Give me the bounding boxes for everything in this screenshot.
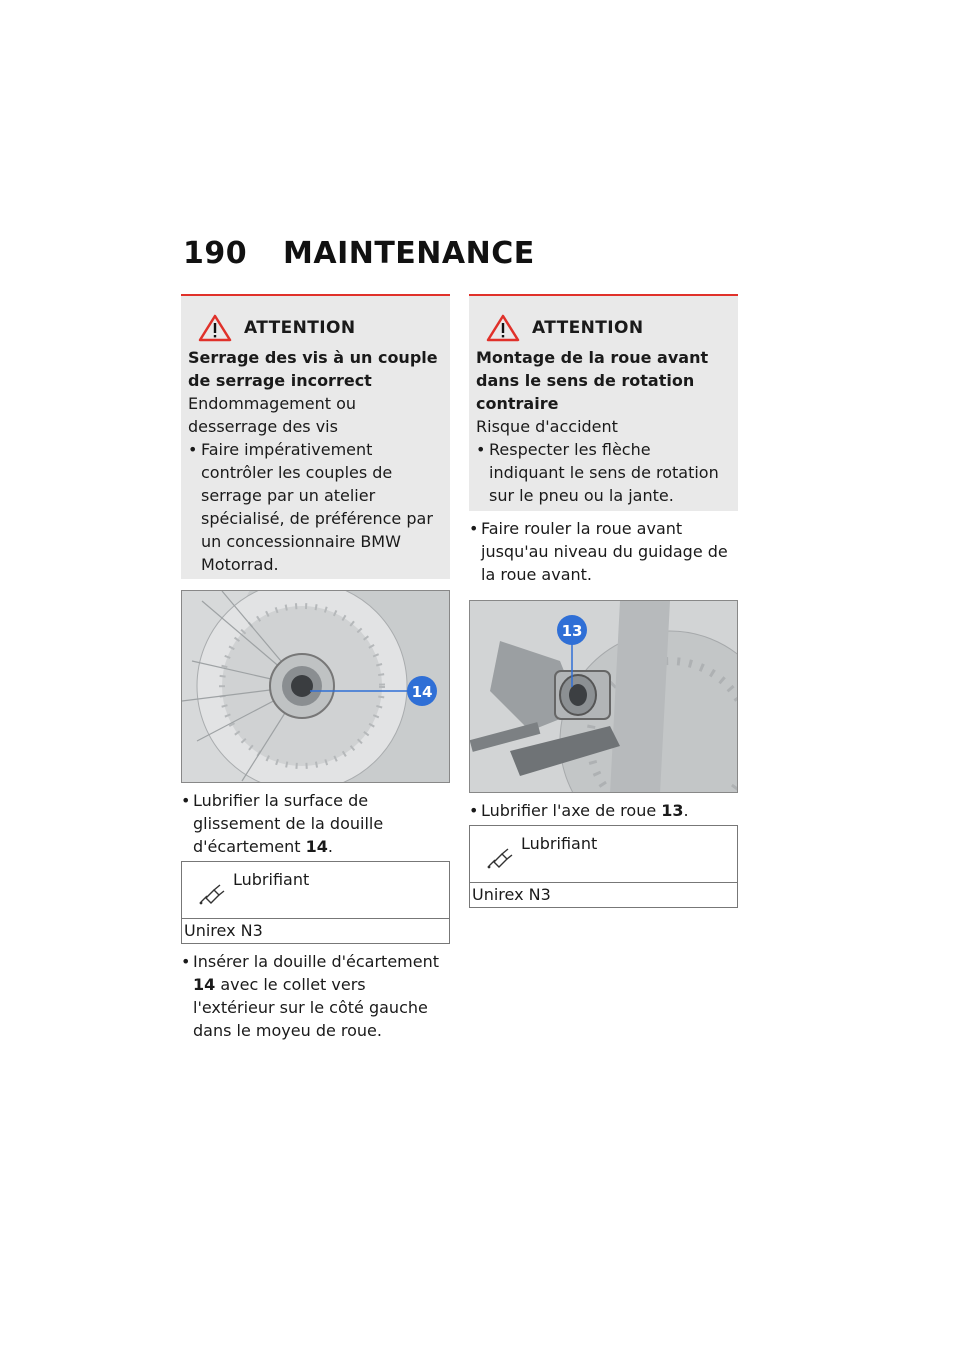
lubricant-table — [181, 861, 450, 944]
lubricant-label: Lubrifiant — [521, 834, 598, 853]
warning-title: ATTENTION — [532, 317, 644, 338]
step-lubricate-axle: • Lubrifier l'axe de roue 13. — [469, 801, 689, 820]
lubricant-table — [469, 825, 738, 908]
warning-title: ATTENTION — [244, 317, 356, 338]
step-text: Faire rouler la roue avant jusqu'au niveau du guidage de la roue avant. — [481, 519, 728, 584]
step-lubricate-sleeve: • Lubrifier la surface de glissement de la douille d'écartement 14. — [181, 791, 384, 856]
warning-box — [469, 294, 738, 511]
warning-action-text: Faire impérativement contrôler les couples de serrage par un atelier spécialisé, de préférence par un concessionnaire BMW Motorrad. — [201, 440, 433, 574]
right-column — [469, 294, 738, 908]
step-text: Insérer la douille d'écartement — [193, 952, 439, 971]
warning-box — [181, 294, 450, 579]
figure-spacer-sleeve — [181, 590, 450, 783]
step-text: Lubrifier l'axe de roue — [481, 801, 657, 820]
lubricant-value: Unirex N3 — [472, 885, 551, 904]
step-text-cont: avec le collet vers l'extérieur sur le côté gauche dans le moyeu de roue. — [193, 975, 428, 1040]
warning-consequence: Endommagement ou desserrage des vis — [188, 394, 357, 436]
warning-triangle-icon — [198, 314, 232, 342]
grease-gun-icon — [486, 846, 514, 870]
step-roll-wheel: • Faire rouler la roue avant jusqu'au niveau du guidage de la roue avant. — [469, 517, 738, 586]
callout-14: 14 — [411, 683, 433, 701]
warning-action: • Faire impérativement contrôler les couples de serrage par un atelier spécialisé, de préférence par un concessionnaire BMW Motorrad. — [188, 438, 442, 576]
warning-header — [188, 314, 442, 342]
warning-action-text: Respecter les flèche indiquant le sens de rotation sur le pneu ou la jante. — [489, 440, 719, 505]
step-ref: 13 — [661, 801, 684, 820]
page-header — [183, 236, 535, 271]
callout-13: 13 — [561, 622, 583, 640]
lubricant-value: Unirex N3 — [184, 921, 263, 940]
section-title: MAINTENANCE — [283, 236, 535, 271]
page-number: 190 — [183, 236, 248, 271]
step-ref: 14 — [193, 975, 216, 994]
left-column — [181, 294, 450, 1042]
warning-action: • Respecter les flèche indiquant le sens de rotation sur le pneu ou la jante. — [476, 438, 730, 507]
step-insert-sleeve: • Insérer la douille d'écartement 14 avec le collet vers l'extérieur sur le côté gauche dans le moyeu de roue. — [181, 952, 439, 1040]
wheel-hub-illustration — [182, 591, 450, 783]
step-ref: 14 — [305, 837, 328, 856]
lubricant-label: Lubrifiant — [233, 870, 310, 889]
warning-header — [476, 314, 730, 342]
fork-axle-illustration — [470, 601, 738, 793]
warning-triangle-icon — [486, 314, 520, 342]
step-text: Lubrifier la surface de glissement de la douille d'écartement — [193, 791, 384, 856]
warning-consequence: Risque d'accident — [476, 417, 618, 436]
warning-heading: Montage de la roue avant dans le sens de rotation contraire — [476, 348, 709, 413]
grease-gun-icon — [198, 882, 226, 906]
warning-heading: Serrage des vis à un couple de serrage incorrect — [188, 348, 438, 390]
figure-wheel-axle — [469, 600, 738, 793]
